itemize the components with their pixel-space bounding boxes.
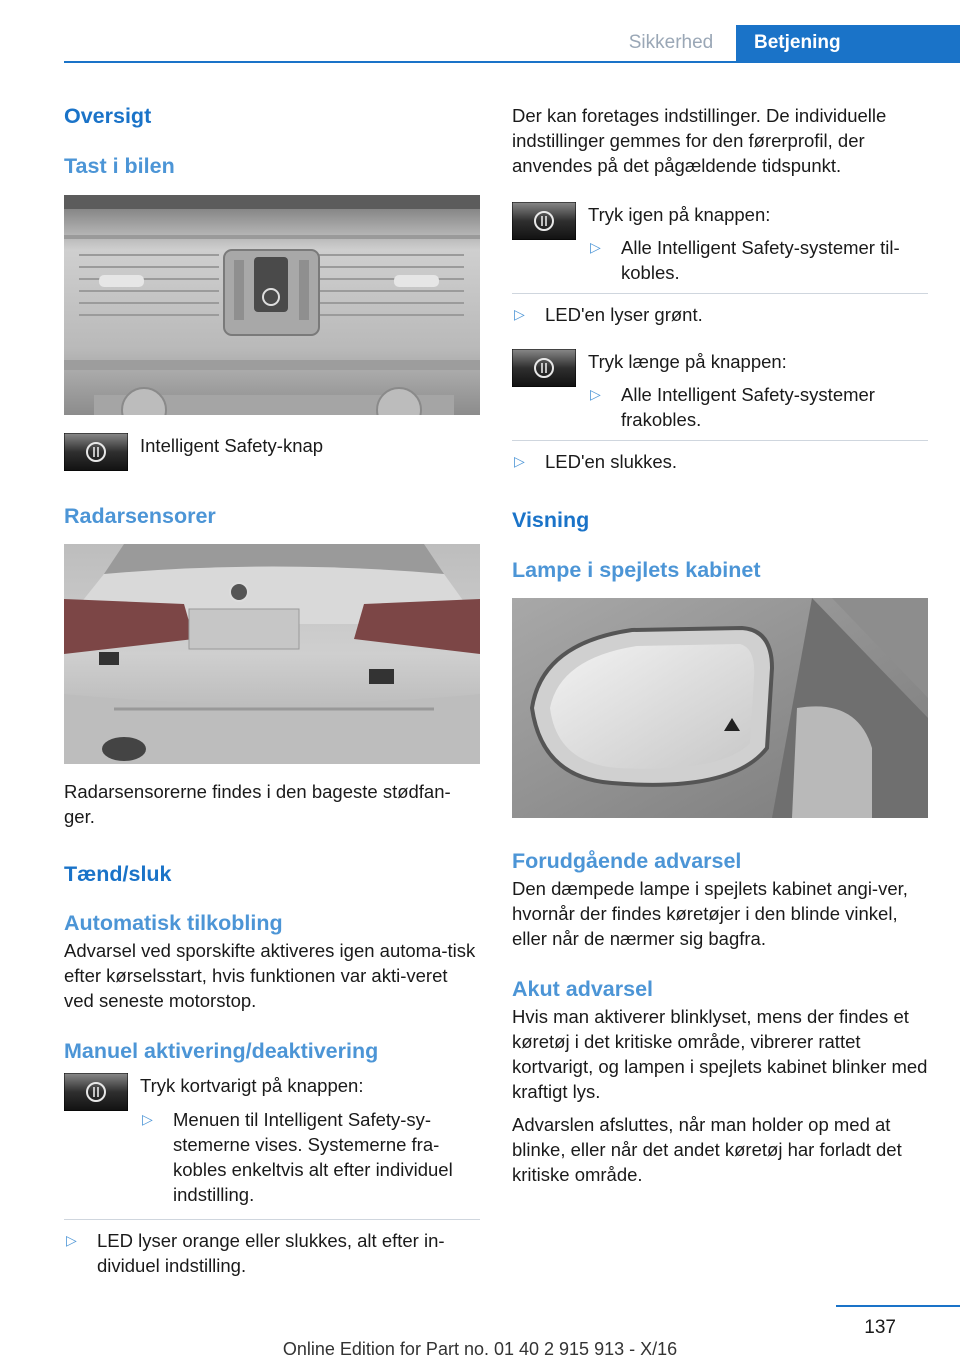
intelligent-safety-key-icon <box>512 349 576 387</box>
list-item <box>588 382 928 432</box>
list-item <box>588 235 928 285</box>
bullet-triangle-icon: ▷ <box>590 386 601 402</box>
footer-rule <box>836 1305 960 1307</box>
edition-note: Online Edition for Part no. 01 40 2 915 913 - X/16 <box>282 1339 678 1359</box>
bullet-triangle-icon: ▷ <box>514 453 525 469</box>
heading-lampe: Lampe i spejlets kabinet <box>512 558 761 582</box>
header-rule <box>64 61 960 63</box>
car-rear-photo <box>64 544 480 764</box>
heading-akut: Akut advarsel <box>512 977 654 1001</box>
intelligent-safety-key-icon <box>512 202 576 240</box>
heading-manuel: Manuel aktivering/deaktivering <box>64 1039 379 1063</box>
key-legend-row <box>64 433 480 471</box>
intelligent-safety-key-icon <box>64 1073 128 1111</box>
left-column <box>64 95 480 1278</box>
intelligent-safety-key-icon <box>64 433 128 471</box>
mirror-photo <box>512 598 928 818</box>
list-item <box>64 1228 480 1278</box>
list-item <box>512 302 928 327</box>
step1-row <box>512 202 928 285</box>
heading-automatisk-tilkobling: Automatisk tilkobling <box>64 911 283 935</box>
divider <box>512 293 928 294</box>
step2-row <box>512 349 928 432</box>
radar-description: Radarsensorerne findes i den bageste stødfan-ger. <box>64 781 451 827</box>
bullet-text: LED'en lyser grønt. <box>545 304 703 325</box>
bullet-triangle-icon: ▷ <box>590 239 601 255</box>
akut-description-end: Advarslen afsluttes, når man holder op med at blinke, eller når det andet køretøj har forladt det kritiske område. <box>512 1114 902 1185</box>
heading-radarsensorer: Radarsensorer <box>64 504 216 528</box>
heading-tast-i-bilen: Tast i bilen <box>64 154 175 178</box>
list-item <box>140 1107 480 1207</box>
bullet-text: LED lyser orange eller slukkes, alt efter in-dividuel indstilling. <box>97 1230 445 1276</box>
key-caption: Intelligent Safety-knap <box>140 435 324 456</box>
step2-text: Tryk længe på knappen: <box>588 351 787 372</box>
heading-visning: Visning <box>512 508 590 532</box>
bullet-text: Menuen til Intelligent Safety-sy-stemerne vises. Systemerne fra-kobles enkeltvis alt efter individuel indstilling. <box>173 1109 453 1205</box>
divider <box>64 1219 480 1220</box>
akut-description: Hvis man aktiverer blinklyset, mens der findes et køretøj i det kritiske område, vibrerer rattet kortvarigt, og lampen i spejlets kabinet blinker med kraftigt lys. <box>512 1006 928 1102</box>
step1-text: Tryk igen på knappen: <box>588 204 771 225</box>
heading-oversigt: Oversigt <box>64 104 152 128</box>
heading-forudgaaende: Forudgående advarsel <box>512 849 742 873</box>
bullet-text: Alle Intelligent Safety-systemer frakobles. <box>621 384 875 430</box>
right-column <box>512 95 928 1187</box>
manuel-step-row <box>64 1073 480 1207</box>
page-number: 137 <box>864 1317 896 1338</box>
bullet-triangle-icon: ▷ <box>66 1232 77 1248</box>
bullet-triangle-icon: ▷ <box>142 1111 153 1127</box>
forud-description: Den dæmpede lampe i spejlets kabinet angi-ver, hvornår der findes køretøjer i den blinde vinkel, eller når de nærmer sig bagfra. <box>512 878 908 949</box>
intro-text: Der kan foretages indstillinger. De individuelle indstillinger gemmes for den førerprofil, der anvendes på det pågældende tidspunkt. <box>512 105 887 176</box>
bullet-text: Alle Intelligent Safety-systemer til-kobles. <box>621 237 900 283</box>
auto-description: Advarsel ved sporskifte aktiveres igen automa-tisk efter kørselsstart, hvis funktionen var akti-veret ved seneste motorstop. <box>64 940 476 1011</box>
manuel-step-text: Tryk kortvarigt på knappen: <box>140 1075 364 1096</box>
page-header <box>0 0 960 62</box>
bullet-text: LED'en slukkes. <box>545 451 678 472</box>
dashboard-vents-photo <box>64 195 480 415</box>
divider <box>512 440 928 441</box>
heading-taend-sluk: Tænd/sluk <box>64 862 172 886</box>
list-item <box>512 449 928 474</box>
tab-betjening[interactable]: Betjening <box>736 25 960 62</box>
tab-sikkerhed[interactable]: Sikkerhed <box>628 32 714 53</box>
bullet-triangle-icon: ▷ <box>514 306 525 322</box>
